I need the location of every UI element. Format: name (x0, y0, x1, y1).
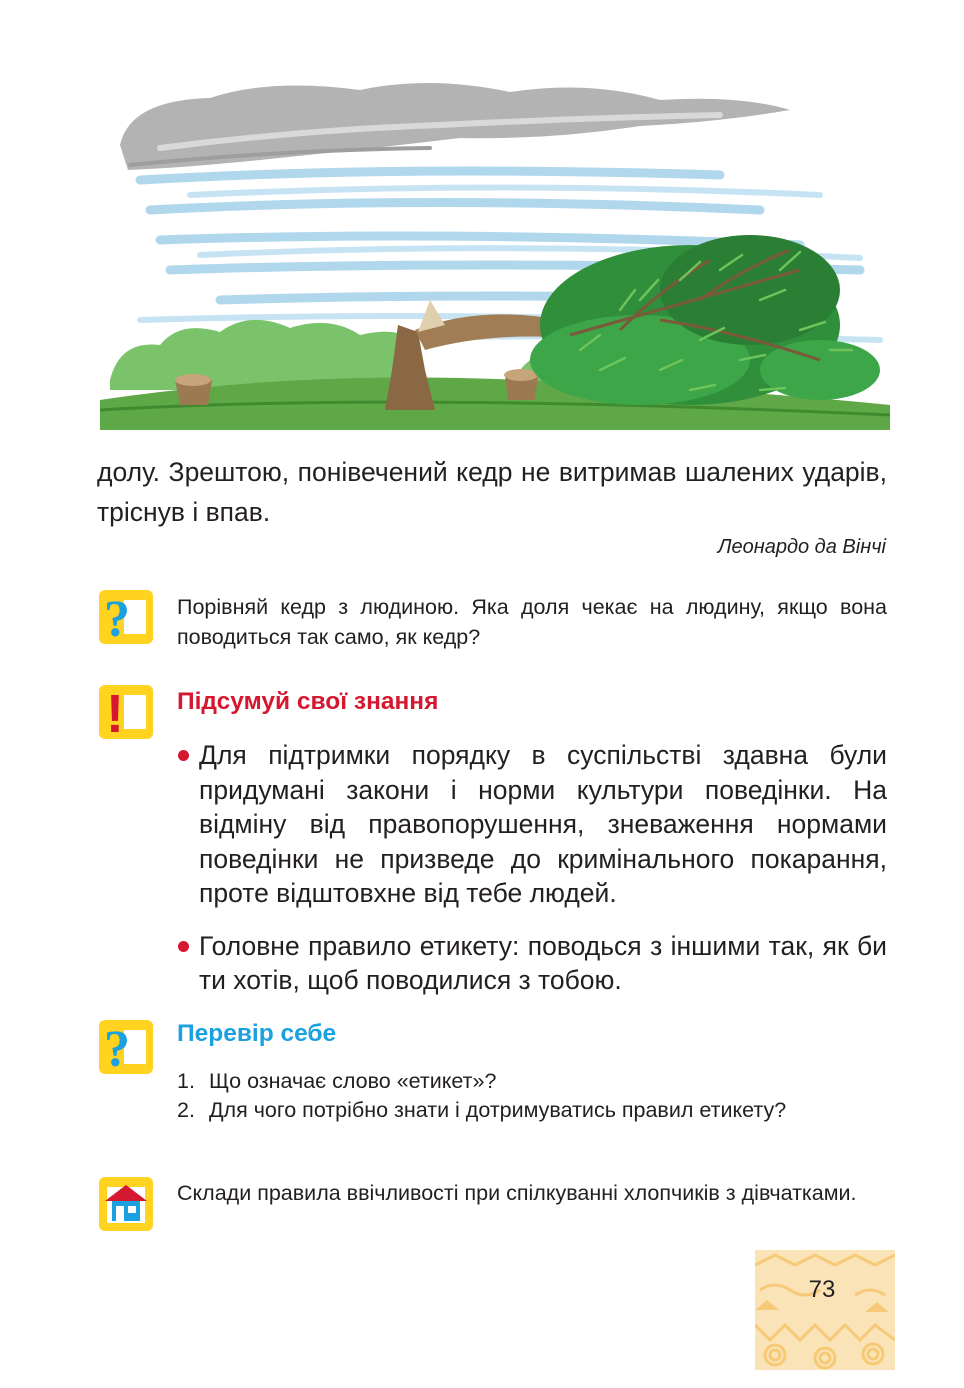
summary-heading: Підсумуй свої знання (177, 688, 439, 715)
summary-bullet (177, 929, 887, 998)
tree-crown (530, 235, 880, 405)
bullet-dot-icon (178, 941, 189, 952)
discussion-question: Порівняй кедр з людиною. Яка доля чекає на людину, якщо вона поводиться так само, як кедр? (177, 595, 887, 649)
question-icon (97, 588, 155, 646)
self-check-list (177, 1067, 887, 1125)
fallen-cedar-illustration (100, 70, 890, 430)
bullet-dot-icon (178, 750, 189, 761)
svg-text:!: ! (106, 684, 124, 741)
summary-bullet (177, 738, 887, 911)
exclamation-icon (97, 683, 155, 741)
summary-bullet-text: Головне правило етикету: поводься з іншими так, як би ти хотів, щоб поводилися з тобою. (199, 930, 887, 995)
question-text: Для чого потрібно знати і дотримуватись правил етикету? (209, 1098, 787, 1122)
story-author: Леонардо да Вінчі (717, 536, 886, 558)
story-text: долу. Зрештою, понівечений кедр не витримав шалених ударів, тріснув і впав. (97, 457, 887, 527)
svg-text:?: ? (104, 1021, 130, 1076)
question-icon (97, 1018, 155, 1076)
self-check-question (177, 1067, 887, 1096)
summary-bullet-text: Для підтримки порядку в суспільстві здавна були придумані закони і норми культури поведінки. На відміну від правопорушення, зневаження нормами поведінки не призведе до кримінального покарання, проте відштовхне від тебе людей. (199, 740, 887, 908)
self-check-question (177, 1096, 887, 1125)
page-corner-ornament (755, 1250, 895, 1370)
svg-text:?: ? (104, 591, 130, 646)
self-check-heading: Перевір себе (177, 1020, 337, 1047)
homework-task: Склади правила ввічливості при спілкуванні хлопчиків з дівчатками. (177, 1181, 857, 1205)
question-number: 1. (177, 1069, 195, 1093)
question-number: 2. (177, 1098, 195, 1122)
question-text: Що означає слово «етикет»? (209, 1069, 497, 1093)
page-number: 73 (808, 1276, 836, 1303)
house-icon (97, 1175, 155, 1233)
summary-list (177, 738, 887, 1016)
